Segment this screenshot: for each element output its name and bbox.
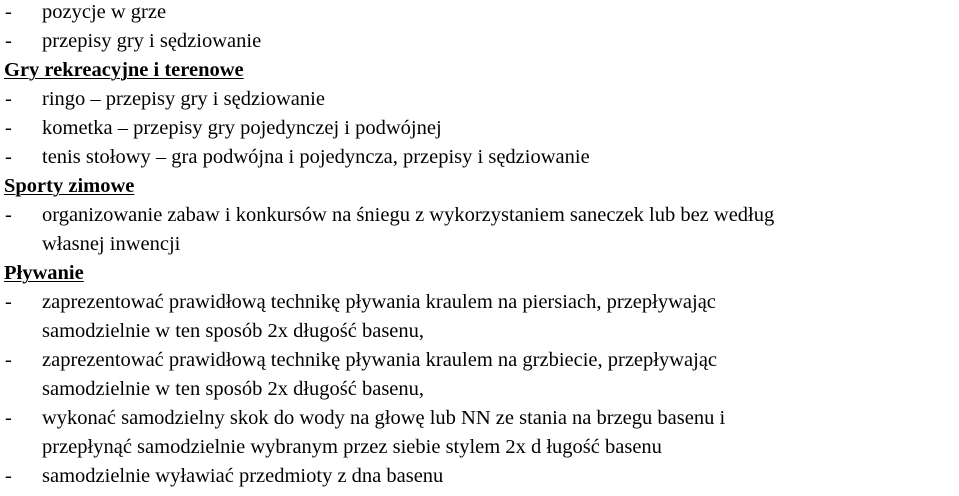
list-dash: - — [5, 204, 12, 226]
list-item-text: tenis stołowy – gra podwójna i pojedyncza, przepisy i sędziowanie — [42, 146, 590, 168]
list-dash: - — [5, 146, 12, 168]
list-item-text: zaprezentować prawidłową technikę pływania kraulem na grzbiecie, przepływając — [42, 349, 718, 371]
section-heading-sporty-zimowe: Sporty zimowe — [4, 175, 135, 197]
list-dash: - — [5, 465, 12, 487]
list-dash: - — [5, 291, 12, 313]
list-item-text: pozycje w grze — [42, 1, 167, 23]
list-item-continuation: własnej inwencji — [42, 233, 181, 255]
list-dash: - — [5, 1, 12, 23]
list-item-continuation: samodzielnie w ten sposób 2x długość basenu, — [42, 378, 425, 400]
list-dash: - — [5, 88, 12, 110]
list-dash: - — [5, 117, 12, 139]
list-item-text: organizowanie zabaw i konkursów na śniegu z wykorzystaniem saneczek lub bez według — [42, 204, 775, 226]
section-heading-plywanie: Pływanie — [4, 262, 84, 284]
section-heading-gry-rekreacyjne: Gry rekreacyjne i terenowe — [4, 59, 244, 81]
list-item-text: przepisy gry i sędziowanie — [42, 30, 262, 52]
list-dash: - — [5, 30, 12, 52]
list-item-text: zaprezentować prawidłową technikę pływania kraulem na piersiach, przepływając — [42, 291, 716, 313]
list-dash: - — [5, 349, 12, 371]
list-item-text: ringo – przepisy gry i sędziowanie — [42, 88, 325, 110]
list-dash: - — [5, 407, 12, 429]
list-item-continuation: przepłynąć samodzielnie wybranym przez siebie stylem 2x d ługość basenu — [42, 436, 662, 458]
list-item-text: samodzielnie wyławiać przedmioty z dna basenu — [42, 465, 444, 487]
list-item-continuation: samodzielnie w ten sposób 2x długość basenu, — [42, 320, 425, 342]
list-item-text: wykonać samodzielny skok do wody na głowę lub NN ze stania na brzegu basenu i — [42, 407, 726, 429]
list-item-text: kometka – przepisy gry pojedynczej i podwójnej — [42, 117, 442, 139]
